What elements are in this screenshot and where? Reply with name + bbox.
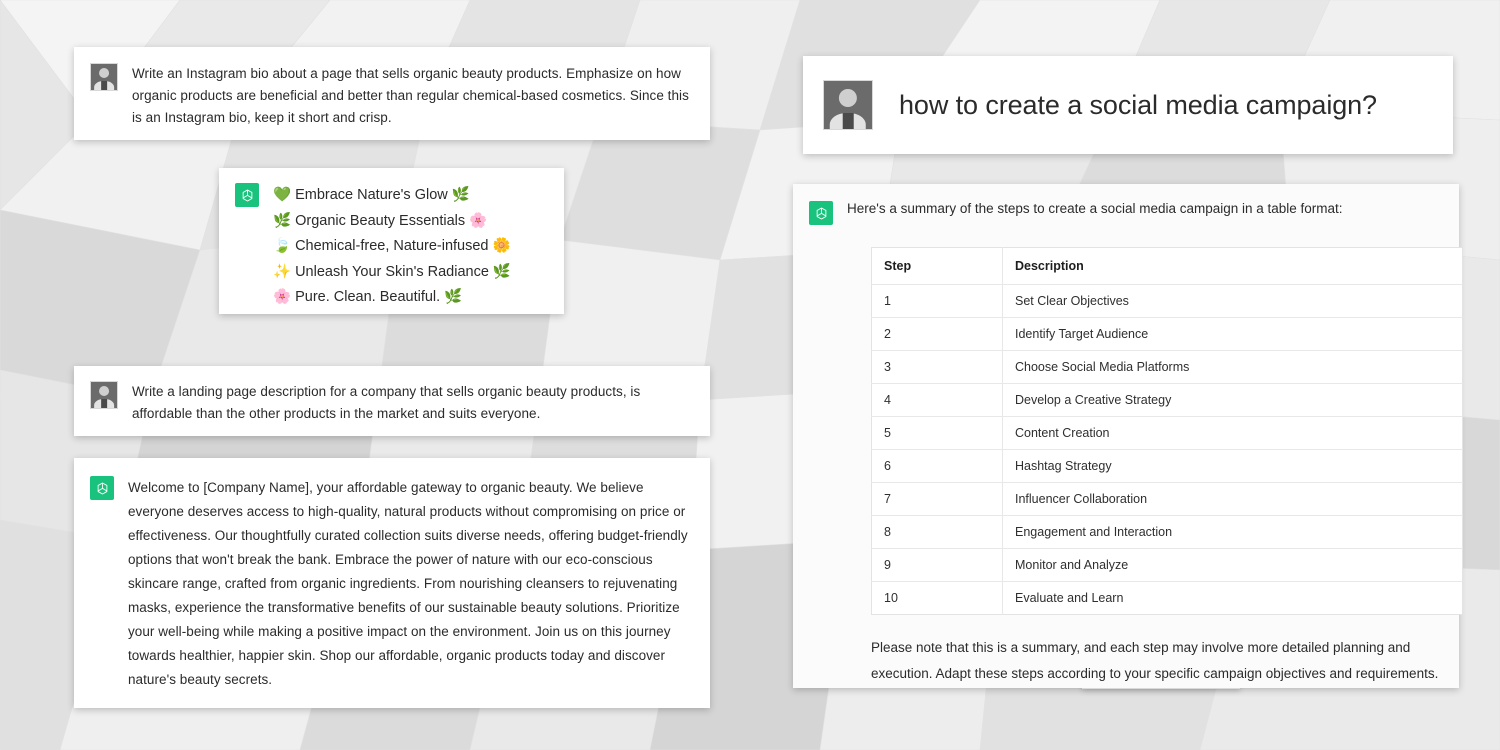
cell-description: Hashtag Strategy [1003,450,1463,483]
cell-step: 2 [872,318,1003,351]
prompt-3-text: how to create a social media campaign? [899,89,1377,120]
table-row [872,351,1463,384]
column-header-step: Step [872,248,1003,285]
message-card-answer-1 [219,168,564,314]
message-card-answer-2 [74,458,710,708]
cell-description: Identify Target Audience [1003,318,1463,351]
cell-step: 7 [872,483,1003,516]
cell-step: 10 [872,582,1003,615]
chatgpt-logo-icon [90,476,114,500]
chatgpt-logo-icon [809,201,833,225]
answer-2-text: Welcome to [Company Name], your affordable gateway to organic beauty. We believe everyone deserves access to high-quality, natural products without compromising on price or effectiveness. Our thoughtfully curated collection suits diverse needs, offering budget-friendly options that won't break the bank. Embrace the power of nature with our eco-conscious skincare range, crafted from organic ingredients. From nourishing cleansers to rejuvenating masks, experience the transformative benefits of our sustainable beauty solutions. Prioritize your well-being while making a positive impact on the environment. Join us on this journey towards healthier, happier skin. Shop our affordable, organic products today and discover nature's beauty secrets. [128,480,688,688]
cell-step: 9 [872,549,1003,582]
table-row [872,516,1463,549]
prompt-2-text: Write a landing page description for a company that sells organic beauty products, is affordable than the other products in the market and suits everyone. [132,384,641,421]
table-row [872,582,1463,615]
list-item: 🍃 Chemical-free, Nature-infused 🌼 [273,238,511,255]
cell-step: 6 [872,450,1003,483]
cell-description: Influencer Collaboration [1003,483,1463,516]
message-card-prompt-1 [74,47,710,140]
cell-step: 4 [872,384,1003,417]
message-card-prompt-3 [803,56,1453,154]
prompt-1-text: Write an Instagram bio about a page that sells organic beauty products. Emphasize on how organic products are beneficial and better than regular chemical-based cosmetics. Since this is an Instagram bio, keep it short and crisp. [132,66,689,125]
list-item: 🌿 Organic Beauty Essentials 🌸 [273,212,488,229]
cell-step: 1 [872,285,1003,318]
table-row [872,483,1463,516]
column-header-description: Description [1003,248,1463,285]
bio-lines [273,183,511,311]
cell-description: Develop a Creative Strategy [1003,384,1463,417]
cell-description: Evaluate and Learn [1015,591,1124,605]
cell-description: Set Clear Objectives [1003,285,1463,318]
list-item: 🌸 Pure. Clean. Beautiful. 🌿 [273,289,463,306]
table-row [872,285,1463,318]
list-item: ✨ Unleash Your Skin's Radiance 🌿 [273,263,511,280]
message-card-answer-3 [793,184,1459,688]
cell-step: 3 [872,351,1003,384]
table-header-row [872,248,1463,285]
cell-description: Choose Social Media Platforms [1003,351,1463,384]
cell-step: 8 [872,516,1003,549]
table-row [872,417,1463,450]
table-row [872,318,1463,351]
answer-3-intro: Here's a summary of the steps to create a social media campaign in a table format: [847,201,1343,216]
chatgpt-logo-icon [235,183,259,207]
cell-description: Monitor and Analyze [1003,549,1463,582]
steps-table [871,247,1463,615]
cell-description: Content Creation [1003,417,1463,450]
user-avatar [823,80,873,130]
answer-3-closing: Please note that this is a summary, and each step may involve more detailed planning and execution. Adapt these steps according to your specific campaign objectives and requirements. [871,640,1439,681]
list-item: 💚 Embrace Nature's Glow 🌿 [273,187,470,203]
message-card-prompt-2 [74,366,710,436]
table-row [872,549,1463,582]
table-row [872,384,1463,417]
cell-step: 5 [872,417,1003,450]
user-avatar [90,63,118,91]
cell-description: Engagement and Interaction [1003,516,1463,549]
user-avatar [90,381,118,409]
table-row [872,450,1463,483]
